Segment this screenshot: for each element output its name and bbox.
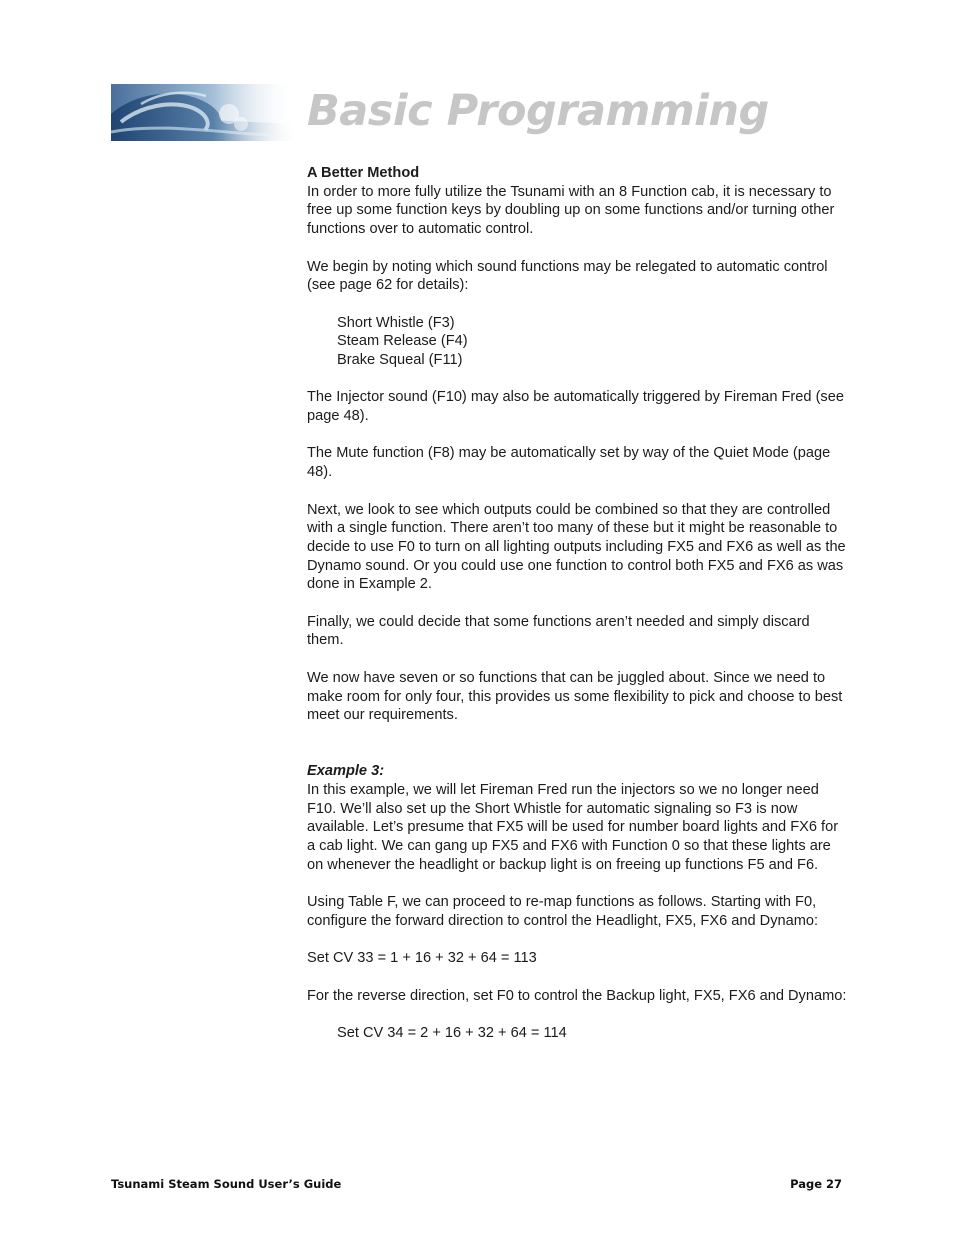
- list-item: Steam Release (F4): [337, 333, 468, 350]
- footer-page-number: Page 27: [790, 1177, 842, 1191]
- spacer: [307, 744, 847, 763]
- auto-function-list: [307, 314, 847, 370]
- paragraph-intro: In order to more fully utilize the Tsunami with an 8 Function cab, it is necessary to free up some function keys by doubling up on some functions and/or turning other functions over to automatic control.: [307, 183, 835, 238]
- paragraph-injector: The Injector sound (F10) may also be automatically triggered by Fireman Fred (see page 48).: [307, 389, 844, 425]
- cv34-setting: Set CV 34 = 2 + 16 + 32 + 64 = 114: [337, 1025, 567, 1042]
- paragraph-reverse: For the reverse direction, set F0 to control the Backup light, FX5, FX6 and Dynamo:: [307, 987, 847, 1004]
- footer-guide-title: Tsunami Steam Sound User’s Guide: [111, 1177, 342, 1191]
- section-heading: A Better Method: [307, 165, 420, 181]
- list-item: Brake Squeal (F11): [337, 352, 463, 368]
- page-title: Basic Programming: [307, 86, 769, 136]
- cv33-setting: Set CV 33 = 1 + 16 + 32 + 64 = 113: [307, 950, 537, 967]
- paragraph-auto-control: We begin by noting which sound functions may be relegated to automatic control (see page 62 for details):: [307, 258, 828, 294]
- paragraph-juggle: We now have seven or so functions that can be juggled about. Since we need to make room for only four, this provides us some flexibility to pick and choose to best meet our requirements.: [307, 669, 843, 724]
- paragraph-combine-outputs: Next, we look to see which outputs could be combined so that they are controlled with a single function. There aren’t too many of these but it might be reasonable to decide to use F0 to turn on all lighting outputs including FX5 and FX6 as well as the Dynamo sound. Or you could use one function to control both FX5 and FX6 as was done in Example 2.: [307, 501, 846, 593]
- main-content: [307, 164, 847, 1062]
- paragraph-mute: The Mute function (F8) may be automatically set by way of the Quiet Mode (page 48).: [307, 445, 831, 481]
- example-heading: Example 3:: [307, 763, 385, 780]
- paragraph-table-f: Using Table F, we can proceed to re-map functions as follows. Starting with F0, configure the forward direction to control the Headlight, FX5, FX6 and Dynamo:: [307, 894, 819, 929]
- list-item: Short Whistle (F3): [337, 314, 455, 331]
- paragraph-example: In this example, we will let Fireman Fred run the injectors so we no longer need F10. We’ll also set up the Short Whistle for automatic signaling so F3 is now available. Let’s presume that FX5 will be used for number board lights and FX6 for a cab light. We can gang up FX5 and FX6 with Function 0 so that these lights are on whenever the headlight or backup light is on freeing up functions F5 and F6.: [307, 782, 839, 873]
- wave-logo-image: [111, 84, 296, 141]
- paragraph-discard: Finally, we could decide that some functions aren’t needed and simply discard them.: [307, 613, 810, 649]
